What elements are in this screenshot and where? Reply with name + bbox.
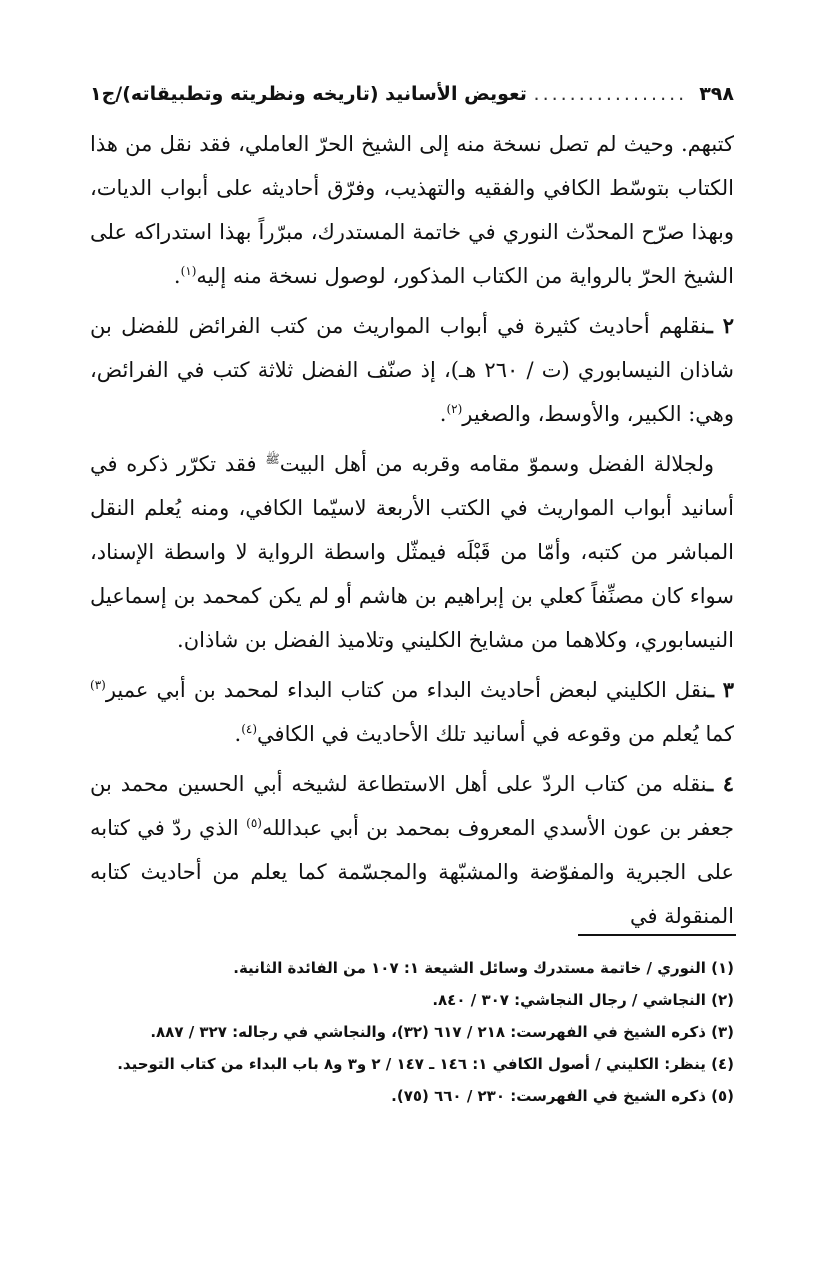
footnote-1: (١) النوري / خاتمة مستدرك وسائل الشيعة ١: ١٠٧ من الفائدة الثانية.	[233, 959, 734, 977]
paragraph-2	[90, 304, 734, 436]
paragraph-5-rest: الذي ردّ في كتابه على الجبرية والمفوّضة والمشبّهة والمجسّمة كما يعلم من أحاديث كتابه المنقولة في	[90, 816, 734, 928]
footnote-ref-3: (٣)	[90, 678, 106, 692]
paragraph-4-mid: كما يُعلم من وقوعه في أسانيد تلك الأحاديث في الكافي	[257, 722, 734, 746]
paragraph-1-end: .	[173, 264, 181, 288]
paragraph-5	[90, 762, 734, 938]
paragraph-3-rest: فقد تكرّر ذكره في أسانيد أبواب المواريث في الكتب الأربعة لاسيّما الكافي، ومنه يُعلم النقل المباشر من كتبه، وأمّا من قَبْلَه فيمثّل واسطة الرواية لا واسطة الإسناد، سواء كان مصنِّفاً كعلي بن إبراهيم بن هاشم أو لم يكن كمحمد بن إسماعيل النيسابوري، وكلاهما من مشايخ الكليني وتلاميذ الفضل بن شاذان.	[90, 452, 734, 652]
honorific-symbol: ﷺ	[265, 452, 280, 466]
running-title: تعويض الأسانيد (تاريخه ونظريته وتطبيقاته)/ج١	[90, 83, 527, 105]
paragraph-4-text: نقل الكليني لبعض أحاديث البداء من كتاب البداء لمحمد بن أبي عمير	[105, 678, 708, 702]
footnote-3: (٣) ذكره الشيخ في الفهرست: ٢١٨ / ٦١٧ (٣٢)، والنجاشي في رجاله: ٣٢٧ / ٨٨٧.	[150, 1023, 734, 1041]
paragraph-5-text: نقله من كتاب الردّ على أهل الاستطاعة لشيخه أبي الحسين محمد بن جعفر بن عون الأسدي المعروف بمحمد بن أبي عبدالله	[90, 772, 734, 840]
footnote-ref-2: (٢)	[446, 402, 463, 416]
paragraph-1	[90, 122, 734, 298]
main-text	[90, 122, 734, 944]
paragraph-4-end: .	[234, 722, 242, 746]
footnote-ref-1: (١)	[180, 264, 197, 278]
paragraph-1-text: كتبهم. وحيث لم تصل نسخة منه إلى الشيخ الحرّ العاملي، فقد نقل من هذا الكتاب بتوسّط الكافي والفقيه والتهذيب، وفرّق أحاديثه على أبواب الديات، وبهذا صرّح المحدّث النوري في خاتمة المستدرك، مبرّراً بهذا استدراكه على الشيخ الحرّ بالرواية من الكتاب المذكور، لوصول نسخة منه إليه	[90, 132, 734, 288]
leader-dots	[533, 83, 687, 105]
footnote-2: (٢) النجاشي / رجال النجاشي: ٣٠٧ / ٨٤٠.	[432, 991, 734, 1009]
footnote-separator	[578, 934, 736, 936]
footnote-ref-5: (٥)	[246, 816, 262, 830]
footnote-ref-4: (٤)	[241, 722, 258, 736]
footnote-5: (٥) ذكره الشيخ في الفهرست: ٢٣٠ / ٦٦٠ (٧٥).	[391, 1087, 734, 1105]
page-number: ٣٩٨	[699, 83, 734, 105]
item-number-4: ٤ ـ	[707, 771, 734, 796]
paragraph-2-text: نقلهم أحاديث كثيرة في أبواب المواريث من كتب الفرائض للفضل بن شاذان النيسابوري (ت / ٢٦٠ هـ)، إذ صنّف الفضل ثلاثة كتب في الفرائض، وهي: الكبير، والأوسط، والصغير	[90, 314, 734, 426]
paragraph-3	[90, 442, 734, 662]
running-header	[90, 74, 734, 114]
footnote-4: (٤) ينظر: الكليني / أصول الكافي ١: ١٤٦ ـ ١٤٧ / ٢ و٣ و٨ باب البداء من كتاب التوحيد.	[117, 1055, 734, 1073]
paragraph-2-end: .	[439, 402, 447, 426]
footnotes	[90, 952, 734, 1112]
item-number-3: ٣ ـ	[707, 677, 734, 702]
item-number-2: ٢ ـ	[706, 313, 734, 338]
paragraph-4	[90, 668, 734, 756]
paragraph-3-text: ولجلالة الفضل وسموّ مقامه وقربه من أهل البيت	[279, 452, 714, 476]
